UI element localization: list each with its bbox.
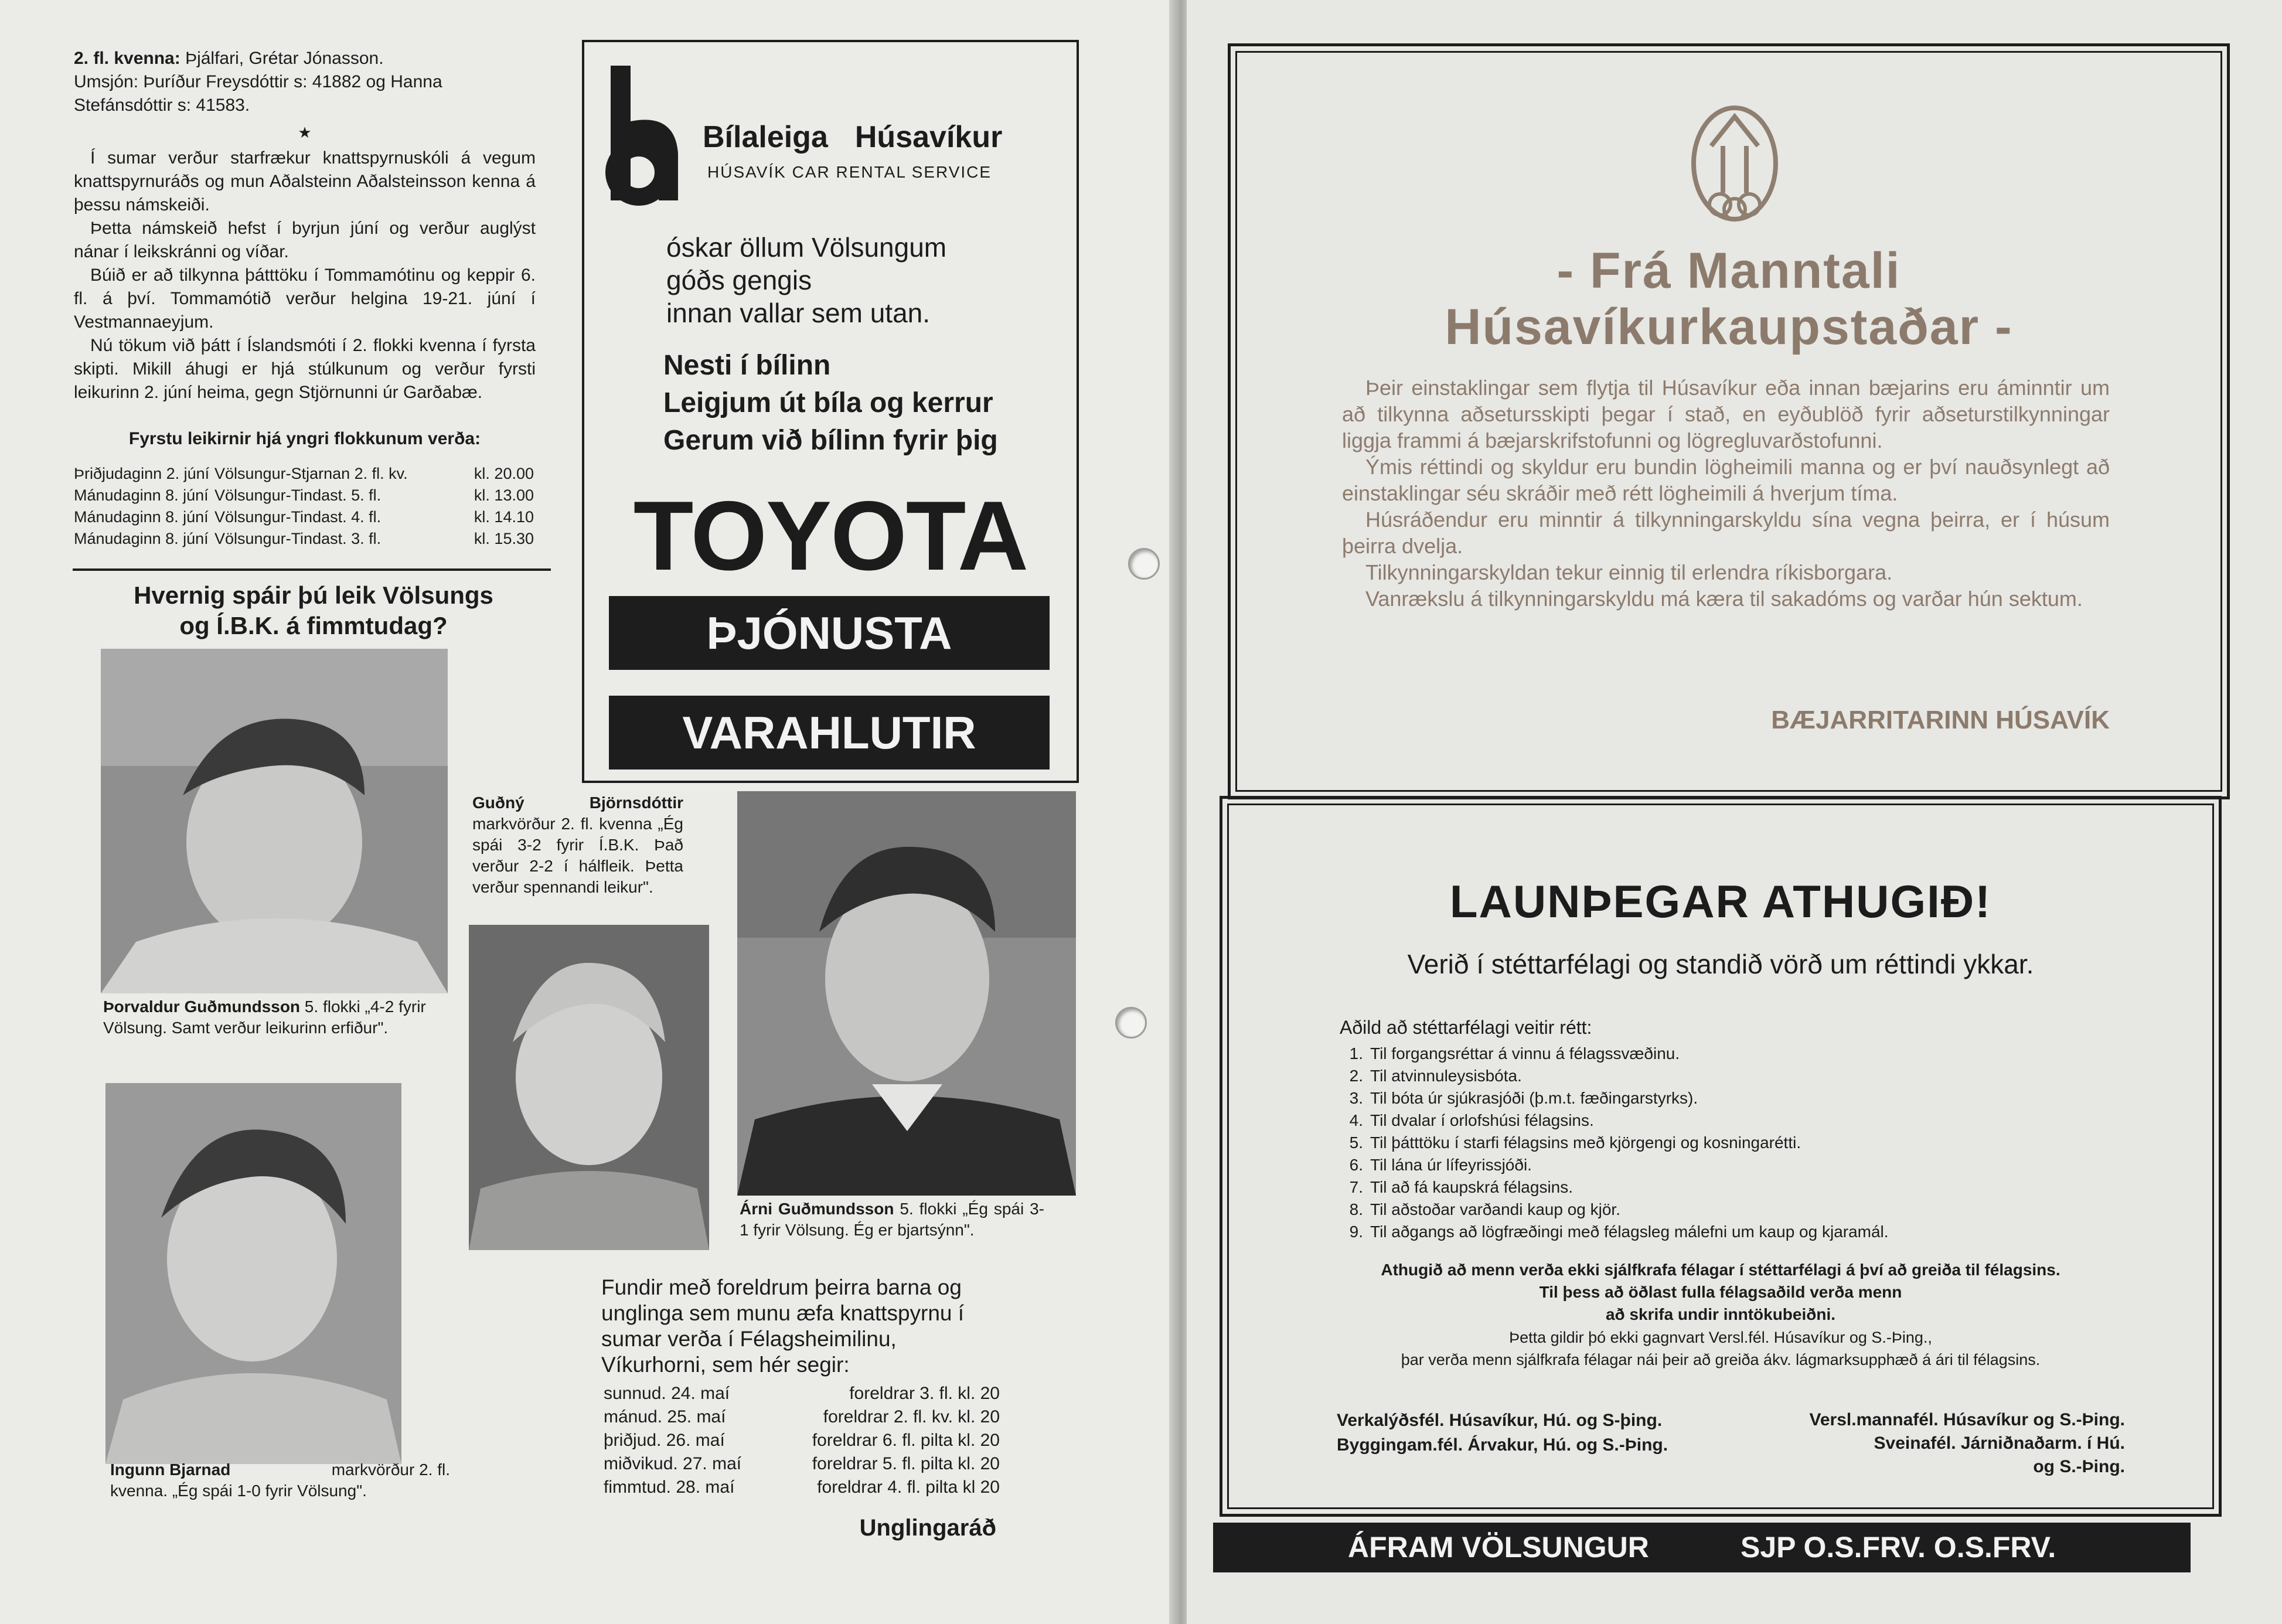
- paragraph-school: Í sumar verður starfrækur knattspyrnuskóli á vegum knattspyrnuráðs og mun Aðalsteinn Aðalsteinsson kenna á þessu námskeiði.: [74, 148, 536, 215]
- footer-left-text: ÁFRAM VÖLSUNGUR: [1348, 1531, 1649, 1564]
- signers-left: Verkalýðsfél. Húsavíkur, Hú. og S-þing. Byggingam.fél. Árvakur, Hú. og S.-Þing.: [1337, 1411, 1668, 1455]
- list-item: 8. Til aðstoðar varðandi kaup og kjör.: [1349, 1200, 1620, 1218]
- meeting-schedule: [604, 1382, 1000, 1499]
- intro-block: [74, 47, 536, 404]
- meeting-row: mánud. 25. maí foreldrar 2. fl. kv. kl. 20: [604, 1407, 1000, 1426]
- census-title: - Frá Manntali Húsavíkurkaupstaðar -: [1445, 243, 2013, 355]
- footer-right-text: SJP O.S.FRV. O.S.FRV.: [1741, 1531, 2056, 1564]
- census-body: Þeir einstaklingar sem flytja til Húsavíkur eða innan bæjarins eru áminntir um að tilkynna aðsetursskipti þegar í stað, en eyðublöð fyrir aðseturstilkynningar liggja frammi á bæjarskrifstofunni og lögregluvarðstofunni. Ýmis réttindi og skyldur eru bundin lögheimili manna og er því nauðsynlegt að einstaklingar séu skráðir með rétt lögheimili á hverjum tíma. Húsráðendur eru minntir á tilkynningarskyldu sína vegna þeirra, er í húsum þeirra dvelja. Tilkynningarskyldan tekur einnig til erlendra ríkisborgara. Vanrækslu á tilkynningarskyldu má kæra til sakadóms og varðar hún sektum.: [1342, 376, 2110, 611]
- list-item: 4. Til dvalar í orlofshúsi félagsins.: [1349, 1111, 1594, 1129]
- meeting-intro: Fundir með foreldrum þeirra barna og unglinga sem munu æfa knattspyrnu í sumar verða í Félagsheimilinu, Víkurhorni, sem hér segir:: [601, 1275, 965, 1377]
- caption-arni: Árni Guðmundsson 5. flokki „Ég spái 3-1 fyrir Völsung. Ég er bjartsýnn".: [740, 1200, 1045, 1239]
- meeting-row: fimmtud. 28. maí foreldrar 4. fl. pilta kl 20: [604, 1477, 1000, 1497]
- list-item: 5. Til þátttöku í starfi félagsins með kjörgengi og kosningarétti.: [1349, 1133, 1801, 1152]
- list-item: 7. Til að fá kaupskrá félagsins.: [1349, 1178, 1573, 1196]
- rights-intro: Aðild að stéttarfélagi veitir rétt:: [1340, 1017, 1592, 1038]
- union-title: LAUNÞEGAR ATHUGIÐ!: [1449, 876, 1992, 927]
- list-item: 3. Til bóta úr sjúkrasjóði (þ.m.t. fæðingarstyrks).: [1349, 1089, 1698, 1107]
- schedule-table: [74, 463, 534, 550]
- toyota-ad: [582, 40, 1079, 783]
- right-page: [1187, 0, 2282, 1624]
- prediction-heading: Hvernig spáir þú leik Völsungs og Í.B.K. á fimmtudag?: [134, 581, 493, 639]
- schedule-title: Fyrstu leikirnir hjá yngri flokkunum verða:: [128, 429, 481, 448]
- section-divider: [73, 568, 551, 571]
- list-item: 1. Til forgangsréttar á vinnu á félagssvæðinu.: [1349, 1044, 1680, 1063]
- footer-bar: [1213, 1523, 2191, 1572]
- list-item: 2. Til atvinnuleysisbóta.: [1349, 1067, 1522, 1085]
- caption-ingunn: Ingunn Bjarnad markvörður 2. fl. kvenna. „Ég spái 1-0 fyrir Völsung".: [110, 1460, 450, 1500]
- list-item: 9. Til aðgangs að lögfræðingi með félagsleg málefni um kaup og kjaramál.: [1349, 1223, 1889, 1241]
- meeting-row: þriðjud. 26. maí foreldrar 6. fl. pilta kl. 20: [604, 1431, 1000, 1450]
- meeting-row: sunnud. 24. maí foreldrar 3. fl. kl. 20: [604, 1384, 1000, 1403]
- greeting: óskar öllum Völsungum góðs gengis innan vallar sem utan.: [666, 232, 947, 328]
- toyota-brand: TOYOTA: [633, 481, 1028, 591]
- intro-line-2: Umsjón: Þuríður Freysdóttir s: 41882 og Hanna: [74, 72, 442, 91]
- star-divider: ★: [298, 124, 312, 141]
- schedule-row: Mánudaginn 8. júní Völsungur-Tindast. 5. fl. kl. 13.00: [74, 486, 534, 504]
- bh-logo-icon: [605, 66, 699, 206]
- meeting-row: miðvikud. 27. maí foreldrar 5. fl. pilta kl. 20: [604, 1454, 1000, 1473]
- schedule-row: Þriðjudaginn 2. júní Völsungur-Stjarnan 2. fl. kv. kl. 20.00: [74, 465, 534, 482]
- census-notice: [1228, 43, 2230, 799]
- union-notice: [1220, 796, 2222, 1517]
- crest-icon: [1688, 105, 1782, 234]
- photo-ingunn: [105, 1083, 401, 1464]
- paragraph-course: Þetta námskeið hefst í byrjun júní og verður auglýst nánar í leikskránni og víðar.: [74, 219, 536, 261]
- service-bar: ÞJÓNUSTA: [609, 596, 1050, 670]
- intro-line-3: Stefánsdóttir s: 41583.: [74, 96, 250, 115]
- company-name: Bílaleiga Húsavíkur: [703, 120, 1003, 154]
- membership-note: Athugið að menn verða ekki sjálfkrafa félagar í stéttarfélagi á því að greiða til félagsins. Til þess að öðlast fulla félagsaðild verða menn að skrifa undir inntökubeiðni.: [1381, 1261, 2060, 1323]
- binder-hole: [1115, 1007, 1147, 1039]
- photo-arni: [737, 791, 1076, 1196]
- slogans: Nesti í bílinn Leigjum út bíla og kerrur Gerum við bílinn fyrir þig: [663, 350, 998, 456]
- signers-right: Versl.mannafél. Húsavíkur og S.-Þing. Sveinafél. Járniðnaðarm. í Hú. og S.-Þing.: [1809, 1410, 2125, 1476]
- caption-thorvaldur: Þorvaldur Guðmundsson 5. flokki „4-2 fyrir Völsung. Samt verður leikurinn erfiður".: [103, 997, 426, 1037]
- union-subtitle: Verið í stéttarfélagi og standið vörð um réttindi ykkar.: [1407, 949, 2034, 979]
- schedule-row: Mánudaginn 8. júní Völsungur-Tindast. 4. fl. kl. 14.10: [74, 508, 534, 526]
- photo-thorvaldur: [101, 649, 448, 993]
- list-item: 6. Til lána úr lífeyrissjóði.: [1349, 1156, 1532, 1174]
- intro-line-1: 2. fl. kvenna: Þjálfari, Grétar Jónasson.: [74, 49, 384, 68]
- company-subtitle: HÚSAVÍK CAR RENTAL SERVICE: [707, 163, 992, 181]
- parts-bar: VARAHLUTIR: [609, 696, 1050, 770]
- meeting-signature: Unglingaráð: [859, 1515, 996, 1541]
- paragraph-islandsmot: Nú tökum við þátt í Íslandsmóti í 2. flokki kvenna í fyrsta skipti. Mikill áhugi er hjá stúlkunum og verður fyrsti leikurinn 2. júní heima, gegn Stjörnunni úr Garðabæ.: [74, 336, 536, 402]
- caption-gudny: Guðný Björnsdóttir markvörður 2. fl. kvenna „Ég spái 3-2 fyrir Í.B.K. Það verður 2-2 í hálfleik. Þetta verður spennandi leikur".: [472, 794, 683, 896]
- binder-hole: [1128, 548, 1160, 580]
- rights-list: [1340, 1043, 2102, 1243]
- schedule-row: Mánudaginn 8. júní Völsungur-Tindast. 3. fl. kl. 15.30: [74, 530, 534, 547]
- photo-gudny: [469, 925, 709, 1250]
- paragraph-tommamot: Búið er að tilkynna þátttöku í Tommamótinu og keppir 6. fl. á því. Tommamótið verður helgina 19-21. júní í Vestmannaeyjum.: [74, 265, 536, 332]
- census-signature: BÆJARRITARINN HÚSAVÍK: [1771, 706, 2110, 734]
- exception-note: Þetta gildir þó ekki gagnvart Versl.fél. Húsavíkur og S.-Þing., þar verða menn sjálfkrafa félagar nái þeir að greiða ákv. lágmarksupphæð á ári til félagsins.: [1401, 1329, 2041, 1368]
